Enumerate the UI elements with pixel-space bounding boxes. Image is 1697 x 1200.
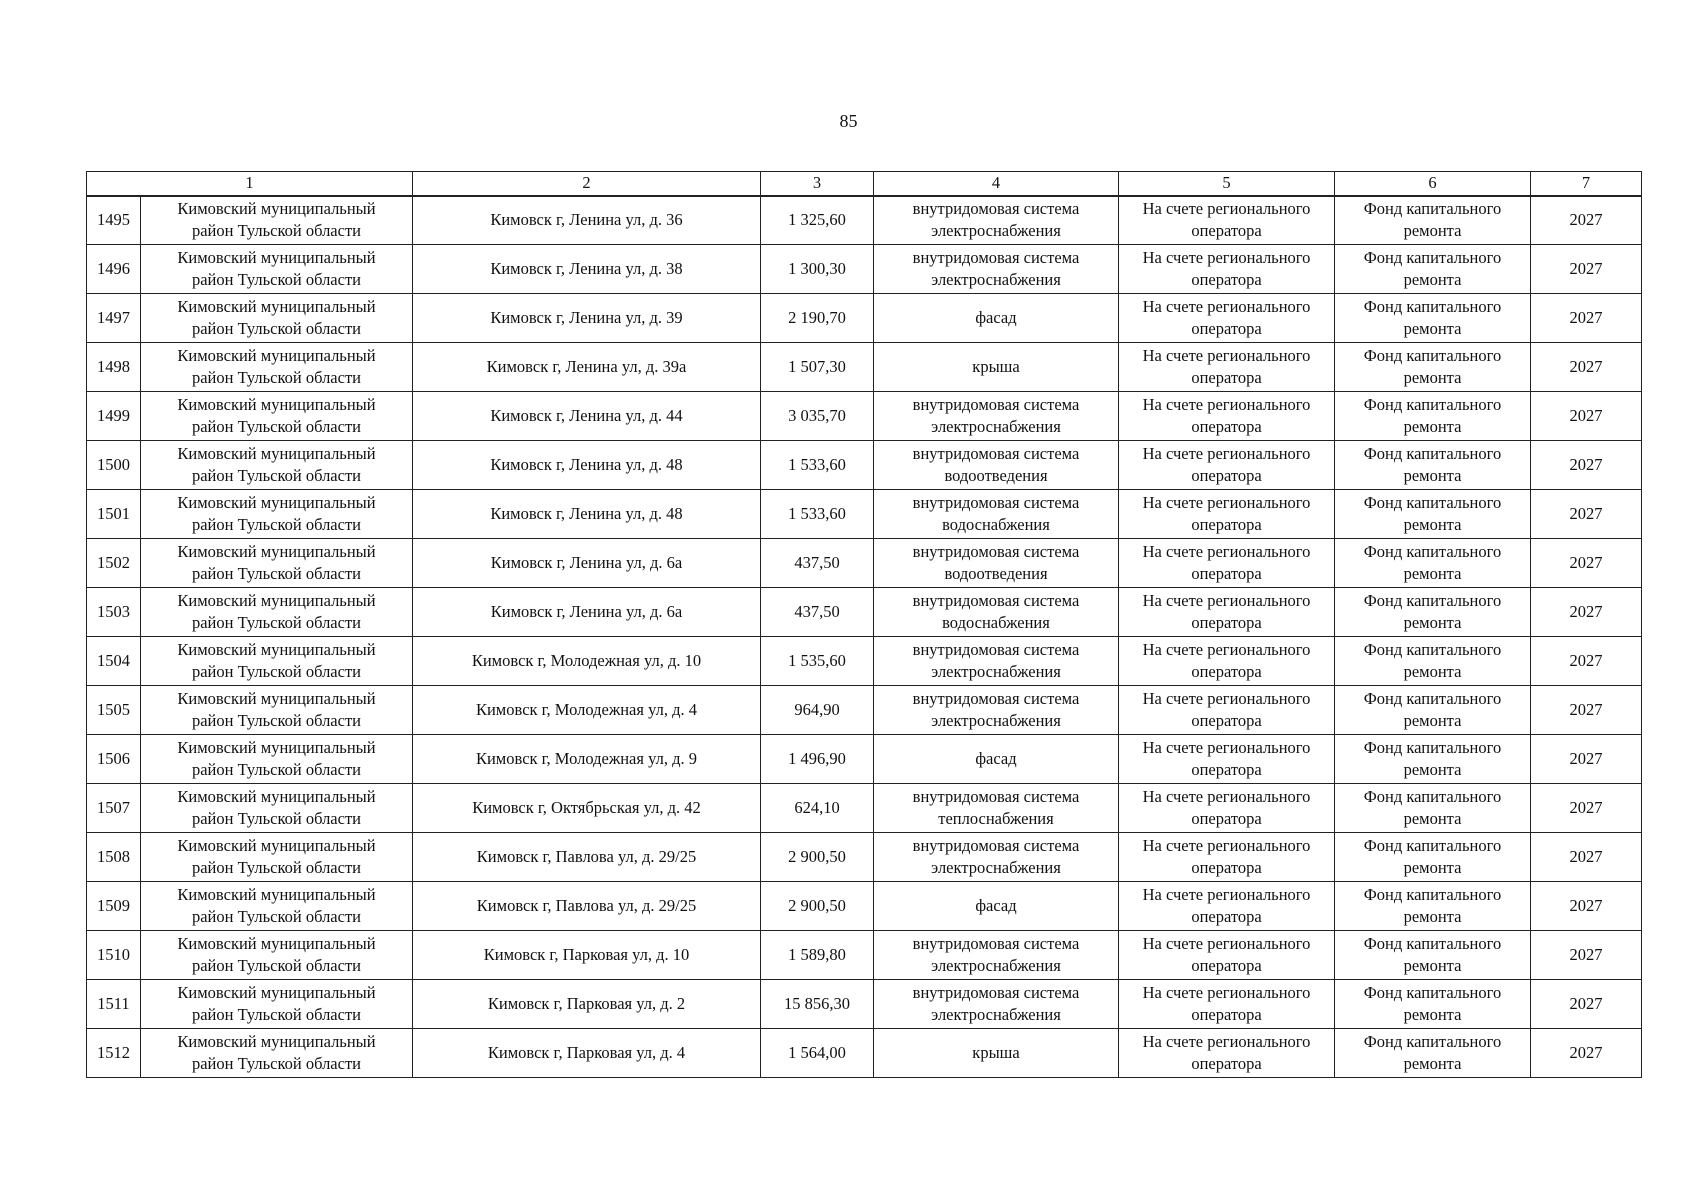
- fund-account-cell: На счете регионального оператора: [1119, 784, 1335, 833]
- funding-source-cell: Фонд капитального ремонта: [1335, 1029, 1531, 1078]
- funding-source-cell: Фонд капитального ремонта: [1335, 784, 1531, 833]
- work-type-cell: внутридомовая система электроснабжения: [874, 931, 1119, 980]
- address-cell: Кимовск г, Парковая ул, д. 2: [413, 980, 761, 1029]
- row-number: 1505: [87, 686, 141, 735]
- work-type-cell: крыша: [874, 1029, 1119, 1078]
- fund-account-cell: На счете регионального оператора: [1119, 294, 1335, 343]
- fund-account-cell: На счете регионального оператора: [1119, 686, 1335, 735]
- table-row: [87, 833, 1642, 882]
- table-row: [87, 392, 1642, 441]
- funding-source-cell: Фонд капитального ремонта: [1335, 735, 1531, 784]
- row-number: 1508: [87, 833, 141, 882]
- row-number: 1502: [87, 539, 141, 588]
- fund-account-cell: На счете регионального оператора: [1119, 539, 1335, 588]
- table-row: [87, 931, 1642, 980]
- district-cell: Кимовский муниципальный район Тульской области: [141, 490, 413, 539]
- fund-account-cell: На счете регионального оператора: [1119, 490, 1335, 539]
- year-cell: 2027: [1531, 539, 1642, 588]
- funding-source-cell: Фонд капитального ремонта: [1335, 343, 1531, 392]
- address-cell: Кимовск г, Ленина ул, д. 36: [413, 196, 761, 245]
- row-number: 1503: [87, 588, 141, 637]
- year-cell: 2027: [1531, 980, 1642, 1029]
- work-type-cell: внутридомовая система водоотведения: [874, 539, 1119, 588]
- row-number: 1511: [87, 980, 141, 1029]
- header-row: [87, 172, 1642, 196]
- address-cell: Кимовск г, Ленина ул, д. 6а: [413, 539, 761, 588]
- area-cell: 1 535,60: [761, 637, 874, 686]
- work-type-cell: внутридомовая система электроснабжения: [874, 833, 1119, 882]
- year-cell: 2027: [1531, 343, 1642, 392]
- year-cell: 2027: [1531, 1029, 1642, 1078]
- work-type-cell: внутридомовая система электроснабжения: [874, 196, 1119, 245]
- table-row: [87, 588, 1642, 637]
- area-cell: 437,50: [761, 588, 874, 637]
- row-number: 1500: [87, 441, 141, 490]
- repair-schedule-table: [86, 171, 1642, 1078]
- table-header: [87, 172, 1642, 196]
- table-row: [87, 735, 1642, 784]
- district-cell: Кимовский муниципальный район Тульской области: [141, 441, 413, 490]
- table-row: [87, 637, 1642, 686]
- work-type-cell: внутридомовая система электроснабжения: [874, 637, 1119, 686]
- work-type-cell: фасад: [874, 882, 1119, 931]
- area-cell: 624,10: [761, 784, 874, 833]
- fund-account-cell: На счете регионального оператора: [1119, 637, 1335, 686]
- header-cell-2: 2: [413, 172, 761, 196]
- row-number: 1506: [87, 735, 141, 784]
- area-cell: 2 900,50: [761, 882, 874, 931]
- table-row: [87, 441, 1642, 490]
- table-row: [87, 882, 1642, 931]
- header-cell-4: 4: [874, 172, 1119, 196]
- district-cell: Кимовский муниципальный район Тульской области: [141, 980, 413, 1029]
- address-cell: Кимовск г, Ленина ул, д. 39а: [413, 343, 761, 392]
- address-cell: Кимовск г, Парковая ул, д. 4: [413, 1029, 761, 1078]
- district-cell: Кимовский муниципальный район Тульской области: [141, 343, 413, 392]
- table-row: [87, 294, 1642, 343]
- row-number: 1507: [87, 784, 141, 833]
- year-cell: 2027: [1531, 245, 1642, 294]
- district-cell: Кимовский муниципальный район Тульской области: [141, 196, 413, 245]
- funding-source-cell: Фонд капитального ремонта: [1335, 980, 1531, 1029]
- row-number: 1497: [87, 294, 141, 343]
- table-row: [87, 784, 1642, 833]
- district-cell: Кимовский муниципальный район Тульской области: [141, 245, 413, 294]
- year-cell: 2027: [1531, 735, 1642, 784]
- district-cell: Кимовский муниципальный район Тульской области: [141, 637, 413, 686]
- work-type-cell: внутридомовая система водоснабжения: [874, 490, 1119, 539]
- funding-source-cell: Фонд капитального ремонта: [1335, 882, 1531, 931]
- address-cell: Кимовск г, Ленина ул, д. 48: [413, 441, 761, 490]
- year-cell: 2027: [1531, 931, 1642, 980]
- work-type-cell: фасад: [874, 294, 1119, 343]
- district-cell: Кимовский муниципальный район Тульской области: [141, 686, 413, 735]
- district-cell: Кимовский муниципальный район Тульской области: [141, 294, 413, 343]
- address-cell: Кимовск г, Молодежная ул, д. 4: [413, 686, 761, 735]
- fund-account-cell: На счете регионального оператора: [1119, 882, 1335, 931]
- district-cell: Кимовский муниципальный район Тульской области: [141, 784, 413, 833]
- area-cell: 1 496,90: [761, 735, 874, 784]
- work-type-cell: внутридомовая система электроснабжения: [874, 686, 1119, 735]
- funding-source-cell: Фонд капитального ремонта: [1335, 931, 1531, 980]
- area-cell: 1 533,60: [761, 441, 874, 490]
- area-cell: 964,90: [761, 686, 874, 735]
- area-cell: 437,50: [761, 539, 874, 588]
- fund-account-cell: На счете регионального оператора: [1119, 735, 1335, 784]
- work-type-cell: внутридомовая система теплоснабжения: [874, 784, 1119, 833]
- year-cell: 2027: [1531, 490, 1642, 539]
- address-cell: Кимовск г, Ленина ул, д. 48: [413, 490, 761, 539]
- table-row: [87, 245, 1642, 294]
- row-number: 1509: [87, 882, 141, 931]
- funding-source-cell: Фонд капитального ремонта: [1335, 490, 1531, 539]
- fund-account-cell: На счете регионального оператора: [1119, 245, 1335, 294]
- work-type-cell: внутридомовая система электроснабжения: [874, 980, 1119, 1029]
- address-cell: Кимовск г, Молодежная ул, д. 10: [413, 637, 761, 686]
- fund-account-cell: На счете регионального оператора: [1119, 343, 1335, 392]
- work-type-cell: внутридомовая система электроснабжения: [874, 245, 1119, 294]
- address-cell: Кимовск г, Ленина ул, д. 39: [413, 294, 761, 343]
- area-cell: 1 325,60: [761, 196, 874, 245]
- row-number: 1498: [87, 343, 141, 392]
- header-cell-1: 1: [87, 172, 413, 196]
- fund-account-cell: На счете регионального оператора: [1119, 833, 1335, 882]
- district-cell: Кимовский муниципальный район Тульской области: [141, 833, 413, 882]
- area-cell: 1 533,60: [761, 490, 874, 539]
- district-cell: Кимовский муниципальный район Тульской области: [141, 588, 413, 637]
- table-row: [87, 196, 1642, 245]
- row-number: 1510: [87, 931, 141, 980]
- fund-account-cell: На счете регионального оператора: [1119, 980, 1335, 1029]
- area-cell: 1 589,80: [761, 931, 874, 980]
- fund-account-cell: На счете регионального оператора: [1119, 931, 1335, 980]
- district-cell: Кимовский муниципальный район Тульской области: [141, 1029, 413, 1078]
- table-row: [87, 1029, 1642, 1078]
- fund-account-cell: На счете регионального оператора: [1119, 441, 1335, 490]
- year-cell: 2027: [1531, 588, 1642, 637]
- year-cell: 2027: [1531, 196, 1642, 245]
- funding-source-cell: Фонд капитального ремонта: [1335, 294, 1531, 343]
- year-cell: 2027: [1531, 833, 1642, 882]
- header-cell-6: 6: [1335, 172, 1531, 196]
- table-row: [87, 686, 1642, 735]
- address-cell: Кимовск г, Павлова ул, д. 29/25: [413, 833, 761, 882]
- address-cell: Кимовск г, Ленина ул, д. 6а: [413, 588, 761, 637]
- work-type-cell: внутридомовая система водоотведения: [874, 441, 1119, 490]
- funding-source-cell: Фонд капитального ремонта: [1335, 637, 1531, 686]
- funding-source-cell: Фонд капитального ремонта: [1335, 588, 1531, 637]
- year-cell: 2027: [1531, 686, 1642, 735]
- table-row: [87, 490, 1642, 539]
- area-cell: 3 035,70: [761, 392, 874, 441]
- address-cell: Кимовск г, Молодежная ул, д. 9: [413, 735, 761, 784]
- fund-account-cell: На счете регионального оператора: [1119, 196, 1335, 245]
- fund-account-cell: На счете регионального оператора: [1119, 1029, 1335, 1078]
- funding-source-cell: Фонд капитального ремонта: [1335, 245, 1531, 294]
- page-number: 85: [839, 111, 858, 131]
- funding-source-cell: Фонд капитального ремонта: [1335, 686, 1531, 735]
- year-cell: 2027: [1531, 441, 1642, 490]
- header-cell-5: 5: [1119, 172, 1335, 196]
- area-cell: 2 900,50: [761, 833, 874, 882]
- header-cell-7: 7: [1531, 172, 1642, 196]
- funding-source-cell: Фонд капитального ремонта: [1335, 539, 1531, 588]
- work-type-cell: внутридомовая система электроснабжения: [874, 392, 1119, 441]
- area-cell: 2 190,70: [761, 294, 874, 343]
- district-cell: Кимовский муниципальный район Тульской области: [141, 735, 413, 784]
- year-cell: 2027: [1531, 294, 1642, 343]
- address-cell: Кимовск г, Ленина ул, д. 44: [413, 392, 761, 441]
- area-cell: 1 300,30: [761, 245, 874, 294]
- address-cell: Кимовск г, Павлова ул, д. 29/25: [413, 882, 761, 931]
- funding-source-cell: Фонд капитального ремонта: [1335, 441, 1531, 490]
- year-cell: 2027: [1531, 882, 1642, 931]
- funding-source-cell: Фонд капитального ремонта: [1335, 833, 1531, 882]
- table-row: [87, 343, 1642, 392]
- funding-source-cell: Фонд капитального ремонта: [1335, 392, 1531, 441]
- row-number: 1496: [87, 245, 141, 294]
- header-cell-3: 3: [761, 172, 874, 196]
- area-cell: 1 507,30: [761, 343, 874, 392]
- address-cell: Кимовск г, Парковая ул, д. 10: [413, 931, 761, 980]
- table-row: [87, 539, 1642, 588]
- district-cell: Кимовский муниципальный район Тульской области: [141, 392, 413, 441]
- row-number: 1495: [87, 196, 141, 245]
- work-type-cell: внутридомовая система водоснабжения: [874, 588, 1119, 637]
- row-number: 1504: [87, 637, 141, 686]
- area-cell: 1 564,00: [761, 1029, 874, 1078]
- row-number: 1501: [87, 490, 141, 539]
- table-body: [87, 196, 1642, 1078]
- funding-source-cell: Фонд капитального ремонта: [1335, 196, 1531, 245]
- work-type-cell: крыша: [874, 343, 1119, 392]
- fund-account-cell: На счете регионального оператора: [1119, 588, 1335, 637]
- district-cell: Кимовский муниципальный район Тульской области: [141, 931, 413, 980]
- area-cell: 15 856,30: [761, 980, 874, 1029]
- fund-account-cell: На счете регионального оператора: [1119, 392, 1335, 441]
- address-cell: Кимовск г, Ленина ул, д. 38: [413, 245, 761, 294]
- district-cell: Кимовский муниципальный район Тульской области: [141, 882, 413, 931]
- address-cell: Кимовск г, Октябрьская ул, д. 42: [413, 784, 761, 833]
- table-row: [87, 980, 1642, 1029]
- row-number: 1499: [87, 392, 141, 441]
- year-cell: 2027: [1531, 392, 1642, 441]
- year-cell: 2027: [1531, 637, 1642, 686]
- district-cell: Кимовский муниципальный район Тульской области: [141, 539, 413, 588]
- work-type-cell: фасад: [874, 735, 1119, 784]
- year-cell: 2027: [1531, 784, 1642, 833]
- row-number: 1512: [87, 1029, 141, 1078]
